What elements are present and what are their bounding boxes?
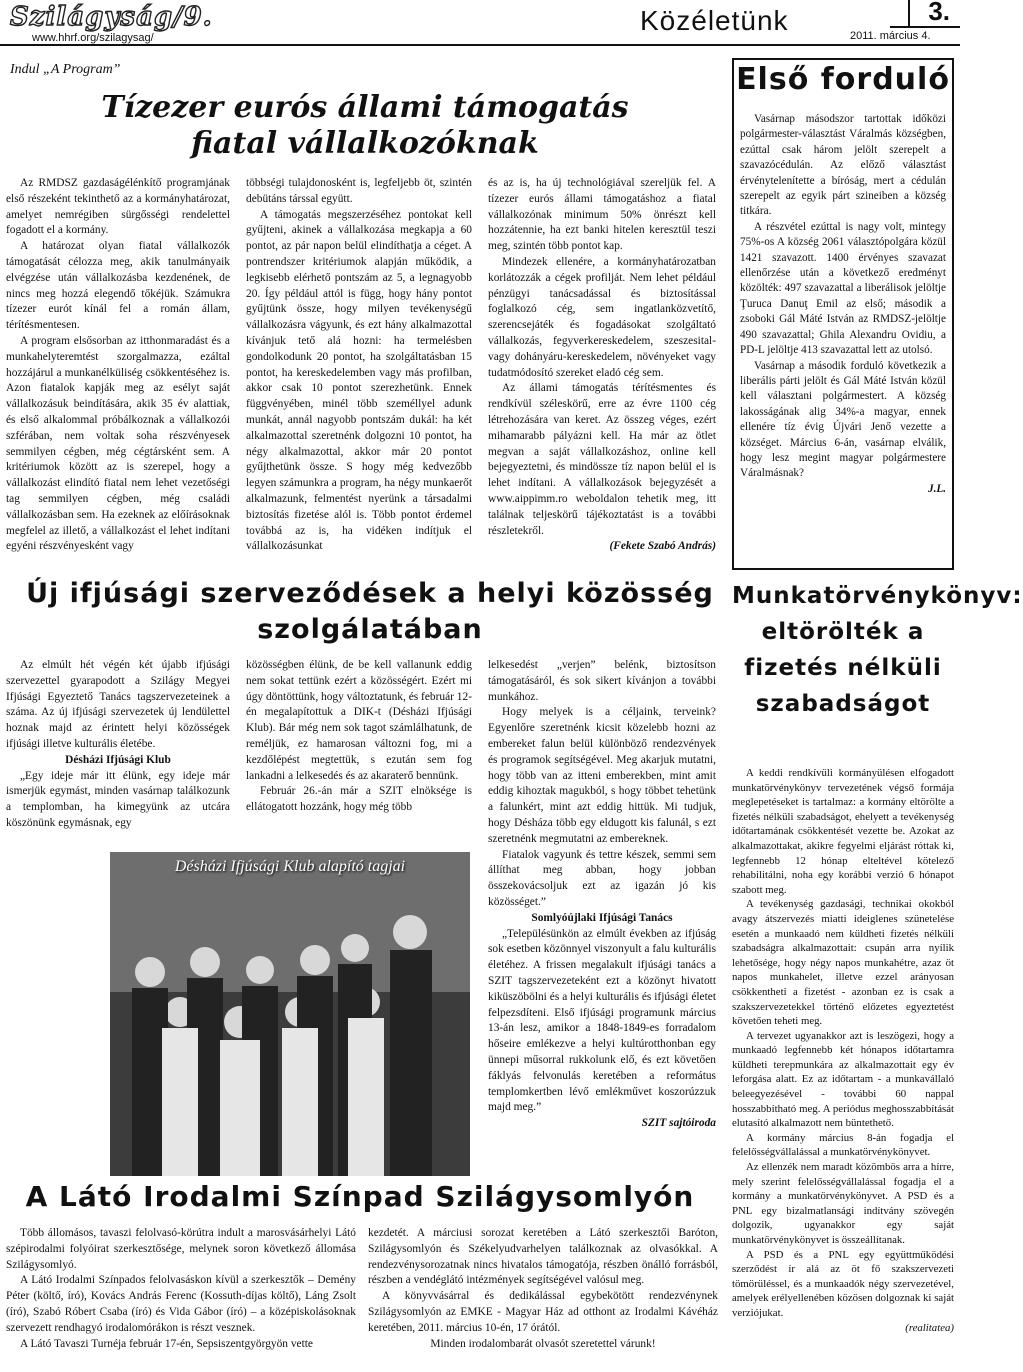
paragraph: és az is, ha új technológiával szereljük fel. A tízezer eurós állami támogatáshoz a fiatal vállalkozónak minimum 50% önrészt kell hozzátennie, ha ezt banki hitelen keresztül teszi meg, szintén több pontot kap. (488, 177, 716, 253)
article1-column-3 (488, 176, 716, 555)
paragraph: A Látó Tavaszi Turnéja február 17-én, Sepsiszentgyörgyön vette (20, 1337, 313, 1350)
paragraph: A PSD és a PNL egy együttműködési szerződést ír alá az öt fő szakszervezeti tömörüléssel, és a munkaadók négy szervezetével, amelyek erélyellenében közösen dolgoznak ki saját verziójukat. (732, 1248, 954, 1319)
paragraph: Fiatalok vagyunk és tettre készek, semmi sem állíthat meg abban, hogy jobban összekovácsoljuk ezt az igazán jó kis közösséget.” (488, 848, 716, 908)
paragraph: kezdetét. A márciusi sorozat keretében a Látó szerkesztői Baróton, Szilágysomlyón és Székelyudvarhelyen találkoznak az olvasókkal. A rendezvénysorozatnak nincs hivatalos támogatója, részben önálló forrásból, részben a vendéglátó intézmények segítségével valósul meg. (368, 1227, 718, 1287)
photo-caption: Désházi Ifjúsági Klub alapító tagjai (174, 858, 406, 875)
paragraph: „Egy ideje már itt élünk, egy ideje már ismerjük egymást, minden vasárnap találkozunk a templomban, ha kimegyünk az utcára köszönünk egymásnak, egy (6, 769, 230, 829)
page-number: 3. (928, 0, 950, 26)
paragraph: Február 26.-án már a SZIT elnöksége is ellátogatott hozzánk, hogy még több (246, 785, 472, 814)
paragraph: Az RMDSZ gazdaságélénkítő programjának első részeként tekinthető az a kormányhatározat, amelyet nemrégiben sürgősségi rendelettel fogadott el a kormány. (6, 177, 230, 237)
article2-title: Új ifjúsági szerveződések a helyi közösség szolgálatában (26, 578, 714, 645)
paragraph: A program elsősorban az itthonmaradást és a munkahelyteremtést szorgalmazza, ezáltal hozzájárul a munkanélküliség csökkentéséhez is. Azon fiatalok kapják meg az esélyt saját vállalkozásuk beindítására, akik 35 év alattiak, és első alkalommal próbálkoznak a vállalkozói szférában, nem voltak soha részvényesek semmilyen cégben, még cégtársként sem. A kritériumok között az is szerepel, hogy a vállalkozást elindító fiatal nem lehet vezetőségi tag semmilyen cégben, még családi vállalkozásban sem. Ha ezeknek az előírásoknak megfelel az illető, a vállalkozást el lehet indítani egyéni részvényesként vagy (6, 334, 230, 553)
article3-title: A Látó Irodalmi Színpad Szilágysomlyón (25, 1180, 695, 1213)
article3-column-2 (368, 1226, 718, 1352)
group-photo (110, 852, 470, 1176)
paragraph: A határozat olyan fiatal vállalkozók támogatását célozza meg, akik tanulmányaik elvégzése után vállalkozásba kezdenének, de nincs meg hozzá elegendő tőkéjük. Számukra tízezer eurót kínál fel a román állam, térítésmentesen. (6, 240, 230, 332)
sidebar2-body (732, 766, 954, 1335)
paragraph: Vasárnap a második forduló következik a liberális párti jelölt és Gál Máté István közül kell választani polgármestert. A község lakosságának alig 34%-a magyar, ennek ellenére tíz évig Újvári Jenő vezette a községet. Március 6-án, vasárnap elválik, hogy lesz megint magyar polgármestere Váralmásnak? (740, 359, 946, 480)
photo-people-illustration (110, 852, 470, 1176)
paragraph: A keddi rendkívüli kormányülésen elfogadott munkatörvénykönyv tervezetének végső formája meglepetéseket is tartalmaz: a kormány eltörölte a fizetés nélküli szabadságot, ehelyett a tevékenység időtartamának csökkentését vezette be. Azokat az alkalmazottakat, akikre fegyelmi eljárást róttak ki, legfennebb 12 hónap elteltével kötelező rehabilitálni, noha egy korábbi verzió 6 hónapot szabott meg. (732, 767, 954, 896)
paragraph: A részvétel ezúttal is nagy volt, mintegy 75%-os A község 2061 választópolgára közül 1421 szavazott. 1400 érvényes szavazat ellenőrzése után a következő eredményt közölték: 497 szavazattal a liberálisok jelöltje Ţurucа Danuţ Emil az első; második a zsoboki Gál Máté István az RMDSZ-jelöltje 490 szavazattal; Ghila Alexandru Ovidiu, a PD-L jelöltje 413 szavazattal lett az utolsó. (740, 220, 946, 357)
logo-text: Szilágyság/9. (10, 2, 213, 32)
paragraph: közösségben élünk, de be kell vallanunk eddig nem sokat tettünk ezért a közösségért. Ezért mi úgy döntöttünk, hogy változtatunk, és február 12-én megalapítottuk a DIK-t (Désházi Ifjúsági Klub). Bár még nem sok tagot számlálhatunk, de reméljük, ez hamarosan változni fog, mi a kezdőlépést megtettük, s ezután sem fog lankadni a lelkesedés és az akaraterő bennünk. (246, 659, 472, 782)
sidebar1-signature: J.L. (927, 482, 946, 495)
article2-signature: SZIT sajtóiroda (641, 1117, 716, 1130)
paragraph: A tervezet ugyanakkor azt is leszögezi, hogy a munkaadó legfennebb két hónapos időtartamra küldheti terepmunkára az alkalmazottait egy év leforgása alatt. Ez az időtartam - a munkavállaló beleegyezésével - további 60 nappal hosszabbítható meg. A periódus meghosszabbítását elutasító alkalmazott nem büntethető. (732, 1029, 954, 1130)
paragraph: többségi tulajdonosként is, legfeljebb öt, szintén debütáns társsal együtt. (246, 177, 472, 205)
header-rule (0, 44, 960, 46)
paragraph: A tevékenység gazdasági, technikai okokból avagy átszervezés miatti ideiglenes szünetelése esetén a munkaadó nem küldheti fizetés nélküli szabadságra alkalmazottait: csupán arra nyílik lehetősége, hogy négy napos munkahétre, azaz öt napos munkahelet, illetve ezzel arányosan csökkentheti a fizetést - azonban ez is csak a szakszervezetekkel történő előzetes egyeztetést követően teheti meg. (732, 898, 954, 1028)
article1-column-2 (246, 176, 472, 555)
paragraph: Hogy melyek is a céljaink, terveink? Egyenlőre szeretnénk kicsit közelebb hozni az embereket falun belül különböző rendezvények és programok segítségével. Meg akarjuk mutatni, hogy több van az itteni emberekben, mint amit eddig kihoztak magukból, s hogy többet tehetünk a falunkért, mint azt eddig hittük. Mi tudjuk, hogy Désháza több egy eldugott kis falunál, s ezt szeretnénk megmutatni az embereknek. (488, 706, 716, 845)
article2-column-1 (6, 658, 230, 832)
article2-column-2 (246, 658, 472, 816)
paragraph: A Látó Irodalmi Színpados felolvasáskon kívül a szerkesztők – Demény Péter (költő, író), Kovács András Ferenc (Kossuth-díjas költő), Láng Zsolt (író), Szabó Róbert Csaba (író) és Vida Gábor (író) – a középiskolásoknak szervezett rendhagyó irodalomórákon is részt vesznek. (6, 1274, 356, 1334)
article1-kicker: Indul „A Program” (10, 62, 121, 77)
paragraph: Több állomásos, tavaszi felolvasó-körútra indult a marosvásárhelyi Látó szépirodalmi folyóirat szerkesztősége, melynek soron következő állomása Szilágysomlyó. (6, 1227, 356, 1271)
paragraph: A támogatás megszerzéséhez pontokat kell gyűjteni, akinek a vállalkozása megkapja a 60 pontot, az pár napon belül elindíthatja a céget. A pontrendszer kritériumok alapján működik, a legkisebb elérhető pontszám az 5, a legnagyobb 20. Így például attól is függ, hogy hány pontot gyűjtünk össze, hogy milyen tevékenységű vállalkozásra vágyunk, és ezt hány alkalmazottal kívánjuk tető alá hozni: ha termelésben gondolkodunk 20 pontot, ha szolgáltatásban 15 pontot, ha kereskedelemben vagy más profilban, akkor csak 10 pontot szerezhetünk. Ennek függvényében, minél több személlyel adunk munkát, annál nagyobb pontszám dukál: ha két alkalmazottal szeretnénk dolgozni 10 pontot, ha négy alkalmazottal, akkor már 20 pontot gyűjthetünk össze. S hogy még kedvezőbb legyen számunkra a program, ha négy munkaerőt alkalmazunk, felmentést nyerünk a társadalmi biztosítás fizetése alól is. Több pontot érdemel továbbá az is, ha vidéken indítjuk el vállalkozásunkat (246, 208, 472, 553)
site-url[interactable]: www.hhrf.org/szilagysag/ (32, 32, 154, 44)
subheading-somlyoujlak: Somlyóújlaki Ifjúsági Tanács (531, 911, 673, 924)
article2-column-3 (488, 658, 716, 1132)
section-title: Közéletünk (640, 5, 789, 36)
subheading-deshazi: Désházi Ifjúsági Klub (65, 753, 171, 766)
masthead-logo (10, 2, 250, 46)
paragraph: „Településünkön az elmúlt években az ifjúság sok esetben közönnyel viszonyult a falu kulturális életéhez. A frissen megalakult ifjúsági tanács a SZIT tagszervezeteként ezt a közönyt hivatott kiküszöbölni és a helyi kulturális és ifjúsági életet felpezsdíteni. Első ifjúsági programunk március 13-án lesz, amikor a 1848-1849-es forradalom hőseire emlékezve a helyi kultúrotthonban egy ünnepi műsorral rukkolunk elő, és ezt követően fáklyás felvonulás keretében a református templomkertben lévő emlékművet koszorúzzuk majd meg.” (488, 927, 716, 1114)
article3-column-1 (6, 1226, 356, 1352)
issue-date: 2011. március 4. (850, 30, 931, 42)
sidebar1-body (740, 112, 946, 497)
sidebar2-title: Munkatörvénykönyv: eltörölték a fizetés nélküli szabadságot (732, 583, 1023, 717)
article1-signature: (Fekete Szabó András) (609, 540, 716, 553)
paragraph: Mindezek ellenére, a kormányhatározatban korlátozzák a cégek profilját. Nem lehet például pénzügyi tanácsadással és biztosítással foglalkozó cég, sem ingatlanközvetítő, szerencsejáték és fogadásokat szolgáltató vállalkozás, fegyverkereskedelem, szeszesital- vagy dohányáru-kereskedelem, növényeket vagy tudatmódosító szereket eladó cég sem. (488, 255, 716, 379)
paragraph: Vasárnap másodszor tartottak időközi polgármester-választást Váralmás községben, ezúttal csak három jelölt szerepelt a szavazócédulán. Az előző választást érvénytelenítette a bíróság, mert a cédulán szerepelt az egyik párt szineiben a község titkára. (740, 113, 946, 218)
paragraph: Minden irodalombarát olvasót szeretettel várunk! (430, 1337, 656, 1350)
article1-title: Tízezer eurós állami támogatás fiatal vállalkozóknak (101, 90, 629, 161)
sidebar1-title: Első forduló (736, 62, 950, 97)
paragraph: Az elmúlt hét végén két újabb ifjúsági szervezettel gyarapodott a Szilágy Megyei Ifjúsági Egyeztető Tanács tagszervezeteinek a száma. Az új ifjúsági szervezetek új lendülettel hoznak majd az érintett helyi közösségek ifjúsági illetve kulturális életébe. (6, 659, 230, 750)
sidebar2-signature: (realitatea) (905, 1321, 954, 1334)
paragraph: A könyvvásárral és dedikálással egybekötött rendezvénynek Szilágysomlyón az EMKE - Magyar Ház ad otthont az Irodalmi Kávéház keretében, 2011. március 10-én, 17 órától. (368, 1290, 718, 1334)
paragraph: A kormány március 8-án fogadja el felelősségvállalással a munkatörvénykönyvet. (732, 1131, 954, 1159)
article1-column-1 (6, 176, 230, 555)
paragraph: Az ellenzék nem maradt közömbös arra a hírre, mely szerint felelősségvállalással fogadja el a kormány a munkatörvénykönyvet. A PSD és a PNL egy bizalmatlansági indítvány szövegén dolgozik, ugyanakkor egy saját munkatörvénykönyvet is összeállítanak. (732, 1161, 954, 1246)
paragraph: lelkesedést „verjen” belénk, biztosítson támogatásáról, és sok sikert kívánjon a további munkához. (488, 659, 716, 703)
paragraph: Az állami támogatás térítésmentes és rendkívül széleskörű, erre az évre 1100 cég létrehozására van keret. Az összeg véges, ezért mihamarabb pályázni kell. Ha már az ötlet megvan a saját vállalkozáshoz, online kell bejegyeztetni, és mindössze tíz napon belül el is lehet indítani. A vállalkozások bejegyzését a www.aippimm.ro weboldalon tehetik meg, itt találnak teljeskörű tájékoztatást is a további részletekről. (488, 382, 716, 537)
